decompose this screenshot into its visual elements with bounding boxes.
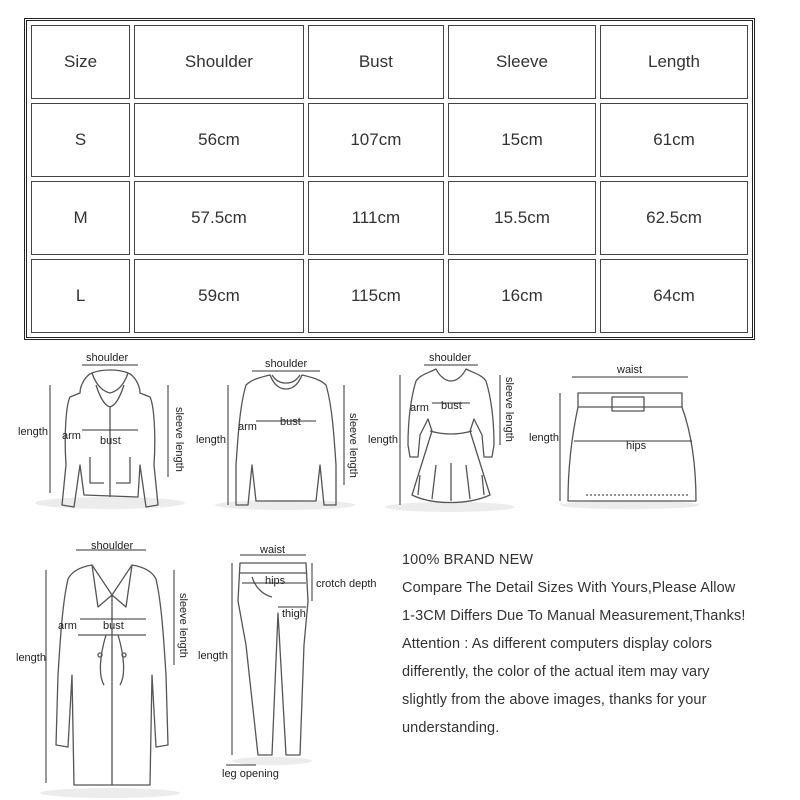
coat-arm-label: arm xyxy=(58,620,77,632)
hoodie-bust-label: bust xyxy=(100,435,121,447)
table-cell: 15cm xyxy=(448,103,596,177)
dress-bust-label: bust xyxy=(441,400,462,412)
dress-sleeve-length-label: sleeve length xyxy=(503,377,515,442)
table-header-row xyxy=(31,25,748,99)
dress-sketch-icon xyxy=(408,369,494,503)
table-cell: 15.5cm xyxy=(448,181,596,255)
hoodie-diagram xyxy=(18,352,185,509)
coat-bust-label: bust xyxy=(103,620,124,632)
hoodie-shoulder-label: shoulder xyxy=(86,352,129,364)
hoodie-length-label: length xyxy=(18,426,48,438)
dress-shoulder-label: shoulder xyxy=(429,352,472,364)
product-notes xyxy=(402,546,792,742)
table-cell: 111cm xyxy=(308,181,444,255)
note-line: 100% BRAND NEW xyxy=(402,552,534,568)
sweater-shoulder-label: shoulder xyxy=(265,358,308,370)
table-cell: 115cm xyxy=(308,259,444,333)
sweater-length-label: length xyxy=(196,434,226,446)
note-line: 1-3CM Differs Due To Manual Measurement,Thanks! xyxy=(402,608,746,624)
pants-length-label: length xyxy=(198,650,228,662)
sweater-sleeve-length-label: sleeve length xyxy=(347,413,359,478)
table-cell: 16cm xyxy=(448,259,596,333)
note-line: Attention : As different computers display colors xyxy=(402,636,713,652)
table-cell: 57.5cm xyxy=(134,181,304,255)
table-row xyxy=(31,181,748,255)
coat-length-label: length xyxy=(16,652,46,664)
sweater-bust-label: bust xyxy=(280,416,301,428)
hoodie-arm-label: arm xyxy=(62,430,81,442)
note-line: Compare The Detail Sizes With Yours,Please Allow xyxy=(402,580,736,596)
pants-thigh-label: thigh xyxy=(282,608,306,620)
table-cell: 61cm xyxy=(600,103,748,177)
size-table xyxy=(24,18,755,340)
skirt-waist-label: waist xyxy=(617,364,643,376)
table-header-cell: Length xyxy=(600,25,748,99)
skirt-diagram xyxy=(529,364,700,509)
table-header-cell: Size xyxy=(31,25,130,99)
dress-diagram xyxy=(368,352,515,512)
coat-diagram xyxy=(16,540,189,798)
coat-shoulder-label: shoulder xyxy=(91,540,134,552)
skirt-length-label: length xyxy=(529,432,559,444)
table-cell: L xyxy=(31,259,130,333)
note-line: differently, the color of the actual item may vary xyxy=(402,664,710,680)
note-line: slightly from the above images, thanks for your xyxy=(402,692,707,708)
coat-sketch-icon xyxy=(56,565,168,785)
sweater-arm-label: arm xyxy=(238,421,257,433)
table-cell: 59cm xyxy=(134,259,304,333)
table-cell: 64cm xyxy=(600,259,748,333)
table-row xyxy=(31,259,748,333)
table-header-cell: Bust xyxy=(308,25,444,99)
table-header-cell: Sleeve xyxy=(448,25,596,99)
note-line: understanding. xyxy=(402,720,500,736)
pants-diagram xyxy=(198,544,377,780)
pants-crotch-depth-label: crotch depth xyxy=(316,578,377,590)
dress-arm-label: arm xyxy=(410,402,429,414)
sweater-diagram xyxy=(196,358,359,510)
pants-hips-label: hips xyxy=(265,575,286,587)
pants-sketch-icon xyxy=(238,563,308,755)
table-row xyxy=(31,103,748,177)
table-cell: 107cm xyxy=(308,103,444,177)
skirt-hips-label: hips xyxy=(626,440,647,452)
table-header-cell: Shoulder xyxy=(134,25,304,99)
table-cell: S xyxy=(31,103,130,177)
dress-length-label: length xyxy=(368,434,398,446)
pants-waist-label: waist xyxy=(260,544,286,556)
hoodie-sleeve-length-label: sleeve length xyxy=(173,407,185,472)
coat-sleeve-length-label: sleeve length xyxy=(177,593,189,658)
sweater-sketch-icon xyxy=(236,375,336,505)
table-cell: 56cm xyxy=(134,103,304,177)
table-cell: M xyxy=(31,181,130,255)
pants-leg-opening-label: leg opening xyxy=(222,768,279,780)
table-cell: 62.5cm xyxy=(600,181,748,255)
